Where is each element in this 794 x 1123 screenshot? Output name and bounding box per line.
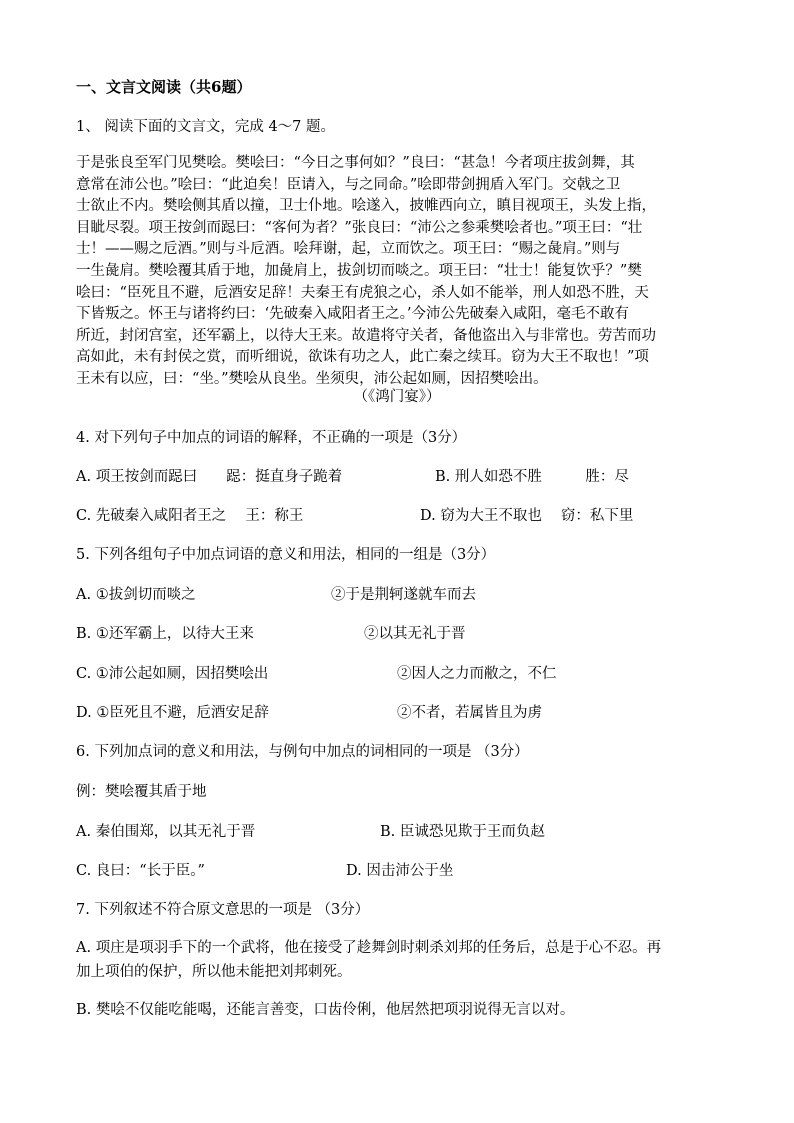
question-5-stem: 5. 下列各组句子中加点词语的意义和用法，相同的一组是（3分）: [76, 547, 496, 563]
section-title: 一、文言文阅读（共6题）: [76, 78, 252, 96]
question-4-stem: 4. 对下列句子中加点的词语的解释，不正确的一项是（3分）: [76, 430, 467, 446]
question-5-option-b1: B. ①还军霸上，以待大王来: [76, 626, 254, 642]
passage-source: （《鸿门宴》）: [353, 389, 441, 405]
question-4-option-a: A. 项王按剑而跽曰 跽：挺直身子跪着: [76, 469, 343, 485]
question-7-option-a-line: A. 项庄是项羽手下的一个武将，他在接受了趁舞剑时刺杀刘邦的任务后，总是于心不忍。再: [76, 940, 662, 956]
question-6-option-b: B. 臣诚恐见欺于王而负赵: [380, 824, 545, 840]
passage-line: 士！——赐之卮酒。”则与斗卮酒。哙拜谢，起，立而饮之。项王曰：“赐之彘肩。”则与: [76, 241, 621, 258]
question-6-option-c: C. 良曰：“长于臣。”: [76, 863, 205, 879]
question-4-option-b: B. 刑人如恐不胜 胜：尽: [435, 469, 629, 485]
question-6-option-a: A. 秦伯围郑，以其无礼于晋: [76, 824, 256, 840]
question-7-option-a-line: 加上项伯的保护，所以他未能把刘邦刺死。: [76, 964, 352, 980]
question-4-option-c: C. 先破秦入咸阳者王之 王：称王: [76, 508, 304, 524]
question-5-option-d1: D. ①臣死且不避，卮酒安足辞: [76, 705, 269, 721]
question-6-example: 例：樊哙覆其盾于地: [76, 784, 207, 800]
question-7-stem: 7. 下列叙述不符合原文意思的一项是 （3分）: [76, 902, 370, 918]
question-5-option-b2: ②以其无礼于晋: [364, 626, 466, 642]
question-5-option-d2: ②不者，若属皆且为虏: [397, 705, 542, 721]
passage-line: 王未有以应，曰：“坐。”樊哙从良坐。坐须臾，沛公起如厕，因招樊哙出。: [76, 370, 548, 387]
passage-line: 一生彘肩。樊哙覆其盾于地，加彘肩上，拔剑切而啖之。项王曰：“壮士！能复饮乎？”樊: [76, 262, 642, 279]
passage-line: 高如此，未有封侯之赏，而听细说，欲诛有功之人，此亡秦之续耳。窃为大王不取也！”项: [76, 349, 649, 366]
passage-line: 下皆叛之。怀王与诸将约曰：‘先破秦入咸阳者王之。’今沛公先破秦入咸阳，毫毛不敢有: [76, 306, 629, 323]
question-1-intro: 1、 阅读下面的文言文，完成 4～7 题。: [76, 119, 336, 135]
passage-line: 哙曰：“臣死且不避，卮酒安足辞！夫秦王有虎狼之心，杀人如不能举，刑人如恐不胜，天: [76, 284, 649, 301]
question-7-option-a: [76, 936, 718, 984]
passage-line: 于是张良至军门见樊哙。樊哙曰：“今日之事何如？”良曰：“甚急！今者项庄拔剑舞，其: [76, 155, 635, 171]
question-5-option-c2: ②因人之力而敝之，不仁: [397, 666, 557, 682]
question-5-option-a1: A. ①拔剑切而啖之: [76, 587, 196, 603]
question-6-option-d: D. 因击沛公于坐: [346, 863, 454, 879]
classical-passage: [76, 153, 718, 391]
passage-line: 士欲止不内。樊哙侧其盾以撞，卫士仆地。哙遂入，披帷西向立，瞋目视项王，头发上指，: [76, 198, 656, 215]
passage-line: 所近，封闭宫室，还军霸上，以待大王来。故遣将守关者，备他盗出入与非常也。劳苦而功: [76, 327, 656, 344]
question-6-stem: 6. 下列加点词的意义和用法，与例句中加点的词相同的一项是 （3分）: [76, 744, 529, 760]
question-4-option-d: D. 窃为大王不取也 窃：私下里: [420, 508, 634, 524]
question-5-option-a2: ②于是荆轲遂就车而去: [331, 587, 476, 603]
question-7-option-b: B. 樊哙不仅能吃能喝，还能言善变，口齿伶俐，他居然把项羽说得无言以对。: [76, 1002, 575, 1018]
question-5-option-c1: C. ①沛公起如厕，因招樊哙出: [76, 666, 269, 682]
passage-line: 目眦尽裂。项王按剑而跽曰：“客何为者？”张良曰：“沛公之参乘樊哙者也。”项王曰：“壮: [76, 219, 643, 236]
passage-line: 意常在沛公也。”哙曰：“此迫矣！臣请入，与之同命。”哙即带剑拥盾入军门。交戟之卫: [76, 176, 621, 193]
